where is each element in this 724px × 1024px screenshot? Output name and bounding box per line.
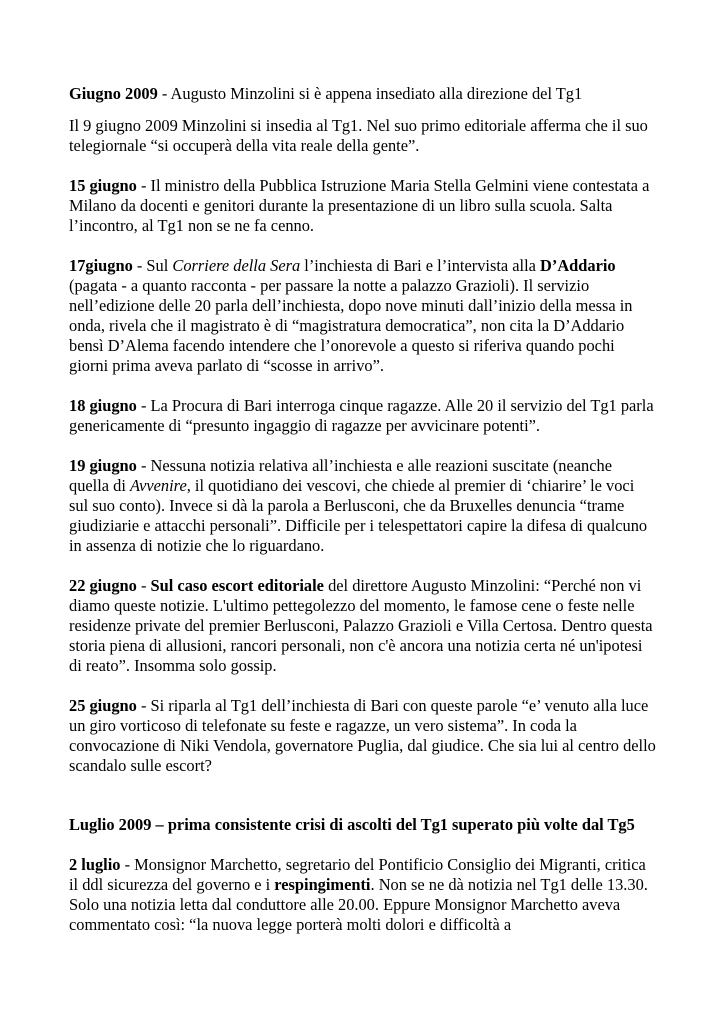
entry-text: l’inchiesta di Bari e l’intervista alla — [300, 256, 541, 275]
newspaper-name: Corriere della Sera — [172, 256, 301, 275]
entry-17-giugno — [69, 256, 656, 376]
entry-2-luglio — [69, 855, 656, 935]
entry-giugno-2009 — [69, 84, 656, 104]
entry-date: 22 giugno — [69, 576, 137, 595]
entry-date: 17giugno — [69, 256, 133, 275]
editorial-title: Sul caso escort editoriale — [150, 576, 324, 595]
entry-text: - Monsignor Marchetto, segretario del Pontificio Consiglio dei Migranti, critica il ddl sicurezza del governo e i — [69, 855, 646, 894]
entry-date: 18 giugno — [69, 396, 137, 415]
entry-text: (pagata - a quanto racconta - per passare la notte a palazzo Grazioli). Il servizio nell’edizione delle 20 parla dell’inchiesta, dopo nove minuti dall’inizio della messa in onda, rivela che il magistrato è di “magistratura democratica”, non cita la D’Addario bensì D’Alema facendo intendere che l’onorevole a questo si riferiva quando pochi giorni prima aveva parlato di “scosse in arrivo”. — [69, 276, 633, 375]
entry-text: - — [136, 576, 151, 595]
entry-22-giugno — [69, 576, 656, 676]
entry-9-giugno — [69, 116, 656, 156]
entry-text: - Il ministro della Pubblica Istruzione Maria Stella Gelmini viene contestata a Milano da docenti e genitori durante la presentazione di un libro sulla scuola. Salta l’incontro, al Tg1 non se ne fa cenno. — [69, 176, 650, 235]
entry-text: . Non se ne dà notizia nel Tg1 delle 13.30. Solo una notizia letta dal conduttore alle 20.00. Eppure Monsignor Marchetto aveva commentato così: “la nuova legge porterà molti dolori e difficoltà a — [69, 875, 648, 934]
entry-15-giugno — [69, 176, 656, 236]
entry-date: 2 luglio — [69, 855, 121, 874]
entry-date: 25 giugno — [69, 696, 137, 715]
newspaper-name: Avvenire — [130, 476, 187, 495]
section-heading-luglio-2009 — [69, 815, 656, 835]
entry-text: del direttore Augusto Minzolini: “Perché non vi diamo queste notizie. L'ultimo pettegolezzo del momento, le famose cene o feste nelle residenze private del premier Berlusconi, Palazzo Grazioli e Villa Certosa. Dentro questa storia piena di allusioni, rancori personali, non c'è ancora una notizia certa né un'ipotesi di reato”. Insomma solo gossip. — [69, 576, 653, 675]
person-name: D’Addario — [540, 256, 616, 275]
entry-date: Giugno 2009 — [69, 84, 158, 103]
entry-text: - Augusto Minzolini si è appena insediato alla direzione del Tg1 — [157, 84, 583, 103]
entry-19-giugno — [69, 456, 656, 556]
entry-25-giugno — [69, 696, 656, 776]
entry-text: - Sul — [132, 256, 173, 275]
entry-18-giugno — [69, 396, 656, 436]
keyword: respingimenti — [274, 875, 371, 894]
entry-text: - Si riparla al Tg1 dell’inchiesta di Bari con queste parole “e’ venuto alla luce un giro vorticoso di telefonate su feste e ragazze, un vero sistema”. In coda la convocazione di Niki Vendola, governatore Puglia, dal giudice. Che sia lui al centro dello scandalo sulle escort? — [69, 696, 656, 775]
entry-text: Il 9 giugno 2009 Minzolini si insedia al Tg1. Nel suo primo editoriale afferma che il suo telegiornale “si occuperà della vita reale della gente”. — [69, 116, 648, 155]
entry-date: 15 giugno — [69, 176, 137, 195]
entry-text: - La Procura di Bari interroga cinque ragazze. Alle 20 il servizio del Tg1 parla genericamente di “presunto ingaggio di ragazze per avvicinare potenti”. — [69, 396, 654, 435]
entry-text: - Nessuna notizia relativa all’inchiesta e alle reazioni suscitate (neanche quella di — [69, 456, 612, 495]
entry-text: , il quotidiano dei vescovi, che chiede al premier di ‘chiarire’ le voci sul suo conto). Invece si dà la parola a Berlusconi, che da Bruxelles denuncia “trame giudiziarie e attacchi personali”. Difficile per i telespettatori capire la difesa di qualcuno in assenza di notizie che lo riguardano. — [69, 476, 648, 555]
entry-date: 19 giugno — [69, 456, 137, 475]
section-heading: Luglio 2009 – prima consistente crisi di ascolti del Tg1 superato più volte dal Tg5 — [69, 815, 635, 834]
